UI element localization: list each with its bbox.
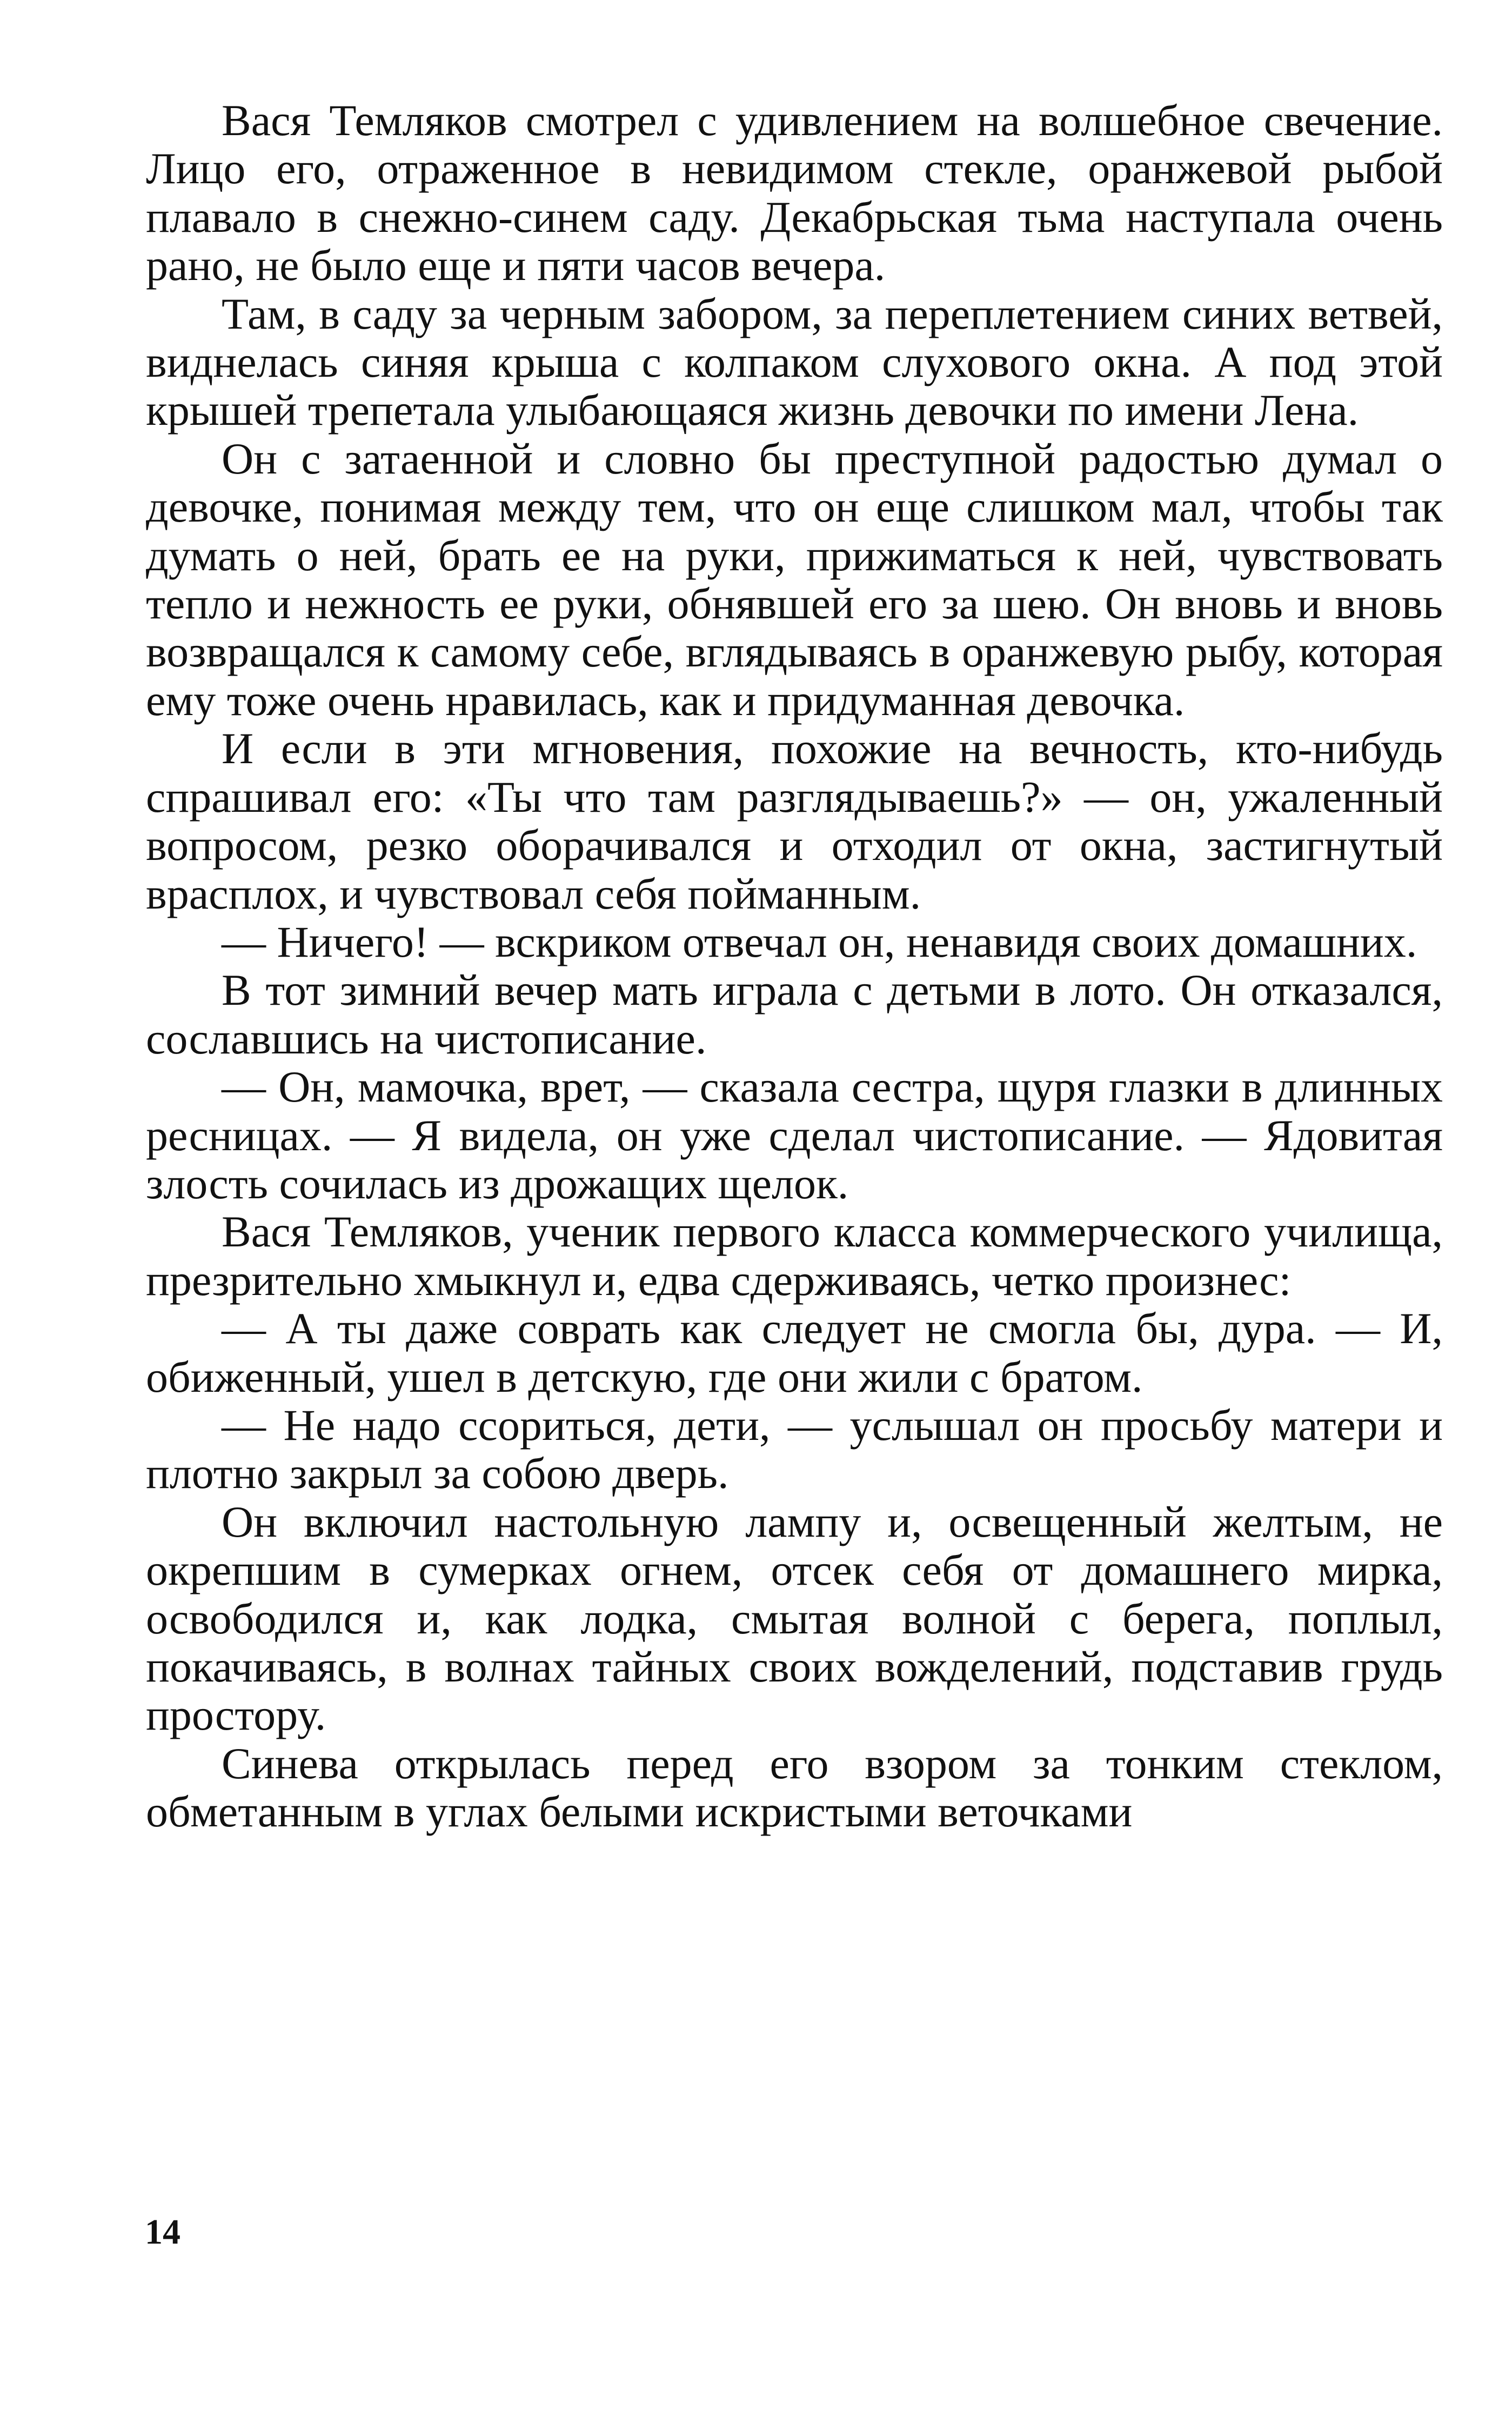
paragraph: И если в эти мгновения, похожие на вечность, кто-нибудь спрашивал его: «Ты что там разглядываешь?» — он, ужаленный вопросом, резко оборачивался и отходил от окна, застигнутый врасплох, и чувствовал себя пойманным. [146,724,1443,918]
paragraph: Он включил настольную лампу и, освещенный желтым, не окрепшим в сумерках огнем, отсек себя от домашнего мирка, освободился и, как лодка, смытая волной с берега, поплыл, покачиваясь, в волнах тайных своих вожделений, подставив грудь простору. [146,1497,1443,1740]
paragraph: — Ничего! — вскриком отвечал он, ненавидя своих домашних. [222,917,1417,966]
paragraph: Вася Темляков смотрел с удивлением на волшебное свечение. Лицо его, отраженное в невидимом стекле, оранжевой рыбой плавало в снежно-синем саду. Декабрьская тьма наступала очень рано, не было еще и пяти часов вечера. [146,96,1443,290]
page-number: 14 [145,2212,180,2252]
paragraph: — Не надо ссориться, дети, — услышал он просьбу матери и плотно закрыл за собою дверь. [146,1400,1443,1498]
paragraph: Там, в саду за черным забором, за переплетением синих ветвей, виднелась синяя крыша с колпаком слухового окна. А под этой крышей трепетала улыбающаяся жизнь девочки по имени Лена. [146,289,1443,435]
paragraph: — А ты даже соврать как следует не смогла бы, дура. — И, обиженный, ушел в детскую, где они жили с братом. [146,1304,1443,1402]
paragraph: В тот зимний вечер мать играла с детьми в лото. Он отказался, сославшись на чистописание. [146,965,1443,1063]
page-body [146,96,1443,1836]
paragraph: Вася Темляков, ученик первого класса коммерческого училища, презрительно хмыкнул и, едва сдерживаясь, четко произнес: [146,1207,1443,1305]
paragraph: Он с затаенной и словно бы преступной радостью думал о девочке, понимая между тем, что он еще слишком мал, чтобы так думать о ней, брать ее на руки, прижиматься к ней, чувствовать тепло и нежность ее руки, обнявшей его за шею. Он вновь и вновь возвращался к самому себе, вглядываясь в оранжевую рыбу, которая ему тоже очень нравилась, как и придуманная девочка. [146,433,1443,725]
paragraph: Синева открылась перед его взором за тонким стеклом, обметанным в углах белыми искристыми веточками [146,1738,1443,1837]
paragraph: — Он, мамочка, врет, — сказала сестра, щуря глазки в длинных ресницах. — Я видела, он уже сделал чистописание. — Ядовитая злость сочилась из дрожащих щелок. [146,1062,1443,1208]
